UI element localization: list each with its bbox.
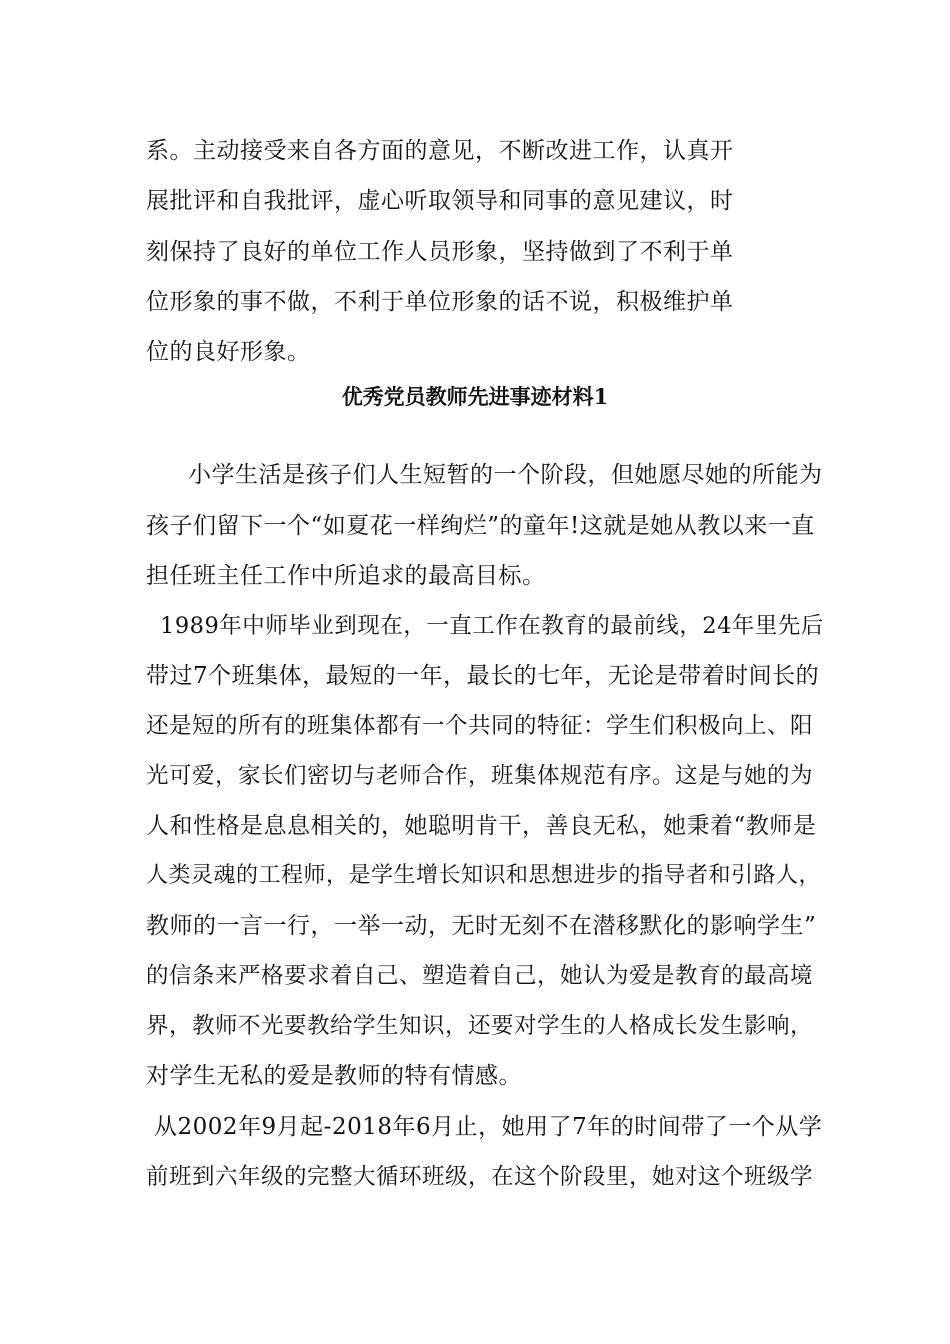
- text-line: 带过7个班集体，最短的一年，最长的七年，无论是带着时间长的: [146, 663, 820, 689]
- text-line: 刻保持了良好的单位工作人员形象，坚持做到了不利于单: [146, 239, 734, 265]
- text-line: 位形象的事不做，不利于单位形象的话不说，积极维护单: [146, 289, 734, 315]
- text-line: 光可爱，家长们密切与老师合作，班集体规范有序。这是与她的为: [146, 763, 814, 789]
- text-line: 对学生无私的爱是教师的特有情感。: [146, 1063, 522, 1089]
- text-line: 担任班主任工作中所追求的最高目标。: [146, 563, 546, 589]
- text-line: 系。主动接受来自各方面的意见，不断改进工作，认真开: [146, 138, 734, 164]
- section-title: 优秀党员教师先进事迹材料1: [341, 384, 609, 409]
- text-line: 还是短的所有的班集体都有一个共同的特征：学生们积极向上、阳: [146, 713, 814, 739]
- text-line: 前班到六年级的完整大循环班级，在这个阶段里，她对这个班级学: [146, 1164, 814, 1190]
- text-line: 从2002年9月起-2018年6月止，她用了7年的时间带了一个从学: [154, 1114, 823, 1140]
- text-line: 小学生活是孩子们人生短暂的一个阶段，但她愿尽她的所能为: [188, 462, 823, 488]
- text-line: 孩子们留下一个“如夏花一样绚烂”的童年!这就是她从教以来一直: [146, 513, 815, 539]
- text-line: 教师的一言一行，一举一动，无时无刻不在潜移默化的影响学生”: [146, 913, 817, 939]
- text-line: 人和性格是息息相关的，她聪明肯干，善良无私，她秉着“教师是: [146, 813, 817, 839]
- text-line: 的信条来严格要求着自己、塑造着自己，她认为爱是教育的最高境: [146, 963, 814, 989]
- text-line: 位的良好形象。: [146, 339, 311, 365]
- text-line: 界，教师不光要教给学生知识，还要对学生的人格成长发生影响，: [146, 1013, 814, 1039]
- text-line: 1989年中师毕业到现在，一直工作在教育的最前线，24年里先后: [160, 613, 824, 639]
- text-line: 人类灵魂的工程师，是学生增长知识和思想进步的指导者和引路人，: [146, 863, 822, 888]
- text-line: 展批评和自我批评，虚心听取领导和同事的意见建议，时: [146, 188, 734, 214]
